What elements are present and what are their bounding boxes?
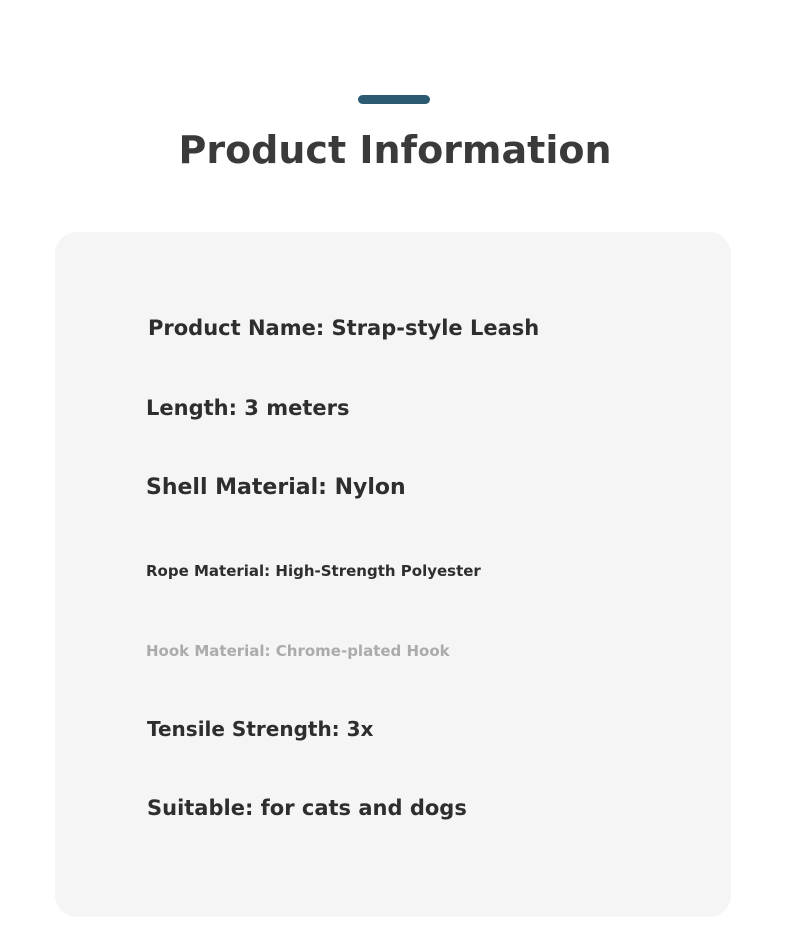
product-info-card [55, 232, 731, 917]
shell-material-line: Shell Material: Nylon [146, 475, 406, 500]
title-accent-bar [358, 95, 430, 104]
page-title: Product Information [178, 128, 612, 172]
suitable-line: Suitable: for cats and dogs [147, 796, 467, 820]
hook-material-line: Hook Material: Chrome-plated Hook [146, 642, 450, 660]
rope-material-line: Rope Material: High-Strength Polyester [146, 562, 481, 580]
product-name-line: Product Name: Strap-style Leash [148, 316, 540, 340]
length-line: Length: 3 meters [146, 396, 350, 420]
tensile-strength-line: Tensile Strength: 3x [147, 717, 374, 741]
